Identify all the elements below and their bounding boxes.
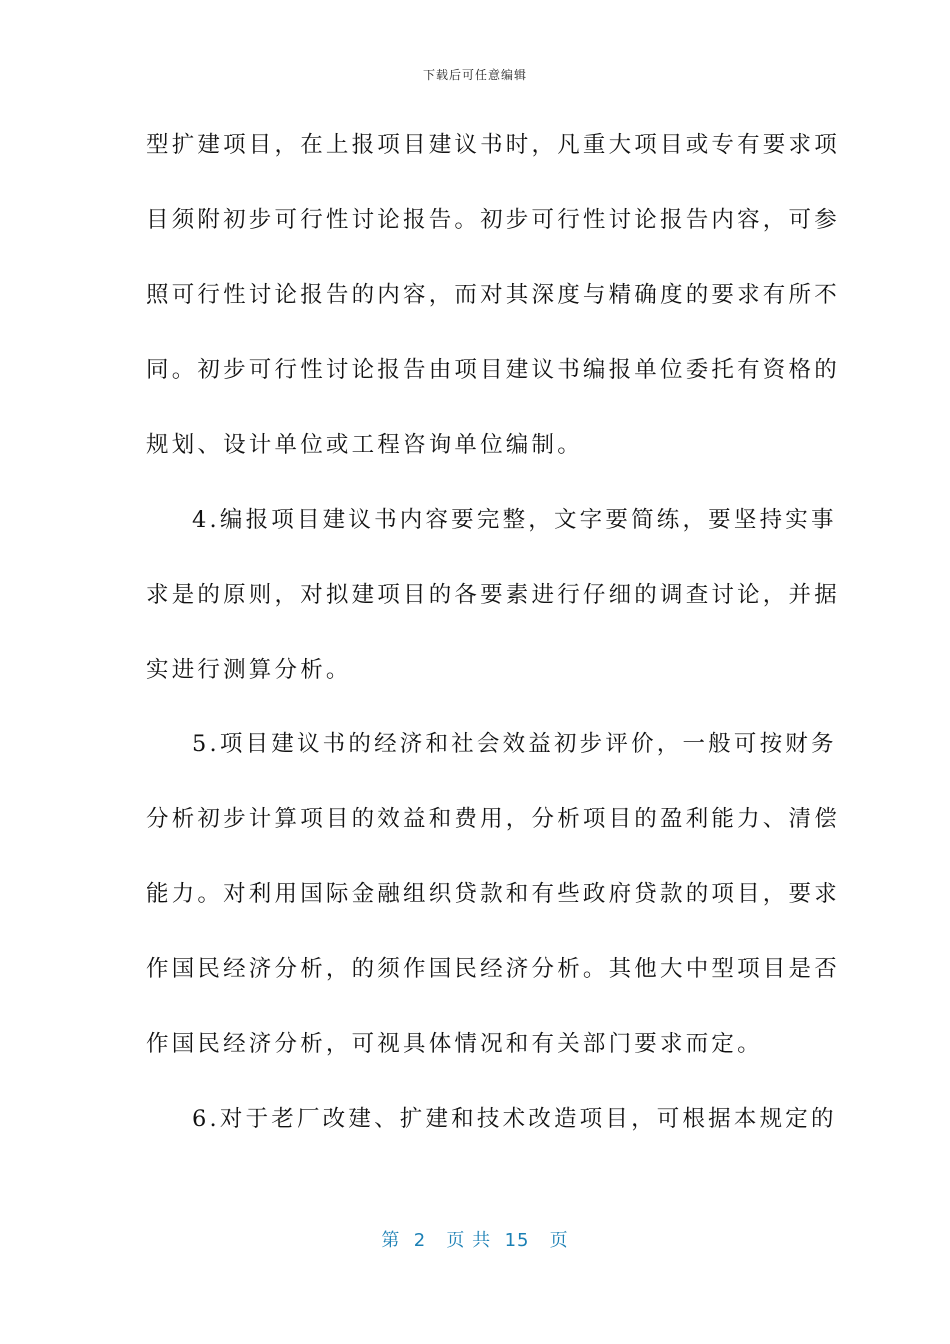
- text-line: 照可行性讨论报告的内容，而对其深度与精确度的要求有所不: [146, 282, 840, 308]
- text-line: 6.对于老厂改建、扩建和技术改造项目，可根据本规定的: [192, 1106, 837, 1132]
- text-line: 求是的原则，对拟建项目的各要素进行仔细的调查讨论，并据: [146, 582, 840, 608]
- text-line: 同。初步可行性讨论报告由项目建议书编报单位委托有资格的: [146, 357, 840, 383]
- text-line: 作国民经济分析，的须作国民经济分析。其他大中型项目是否: [146, 956, 840, 982]
- text-line: 规划、设计单位或工程咨询单位编制。: [146, 432, 583, 458]
- text-line: 目须附初步可行性讨论报告。初步可行性讨论报告内容，可参: [146, 207, 840, 233]
- text-line: 实进行测算分析。: [146, 657, 352, 683]
- text-line: 作国民经济分析，可视具体情况和有关部门要求而定。: [146, 1031, 763, 1057]
- text-line: 分析初步计算项目的效益和费用，分析项目的盈利能力、清偿: [146, 806, 840, 832]
- text-line: 5.项目建议书的经济和社会效益初步评价，一般可按财务: [192, 731, 837, 757]
- text-line: 4.编报项目建议书内容要完整，文字要简练，要坚持实事: [192, 507, 837, 533]
- header-note: 下载后可任意编辑: [422, 68, 527, 82]
- page-number-footer: 第 2 页 共 15 页: [381, 1230, 569, 1251]
- text-line: 能力。对利用国际金融组织贷款和有些政府贷款的项目，要求: [146, 881, 840, 907]
- text-line: 型扩建项目，在上报项目建议书时，凡重大项目或专有要求项: [146, 132, 840, 158]
